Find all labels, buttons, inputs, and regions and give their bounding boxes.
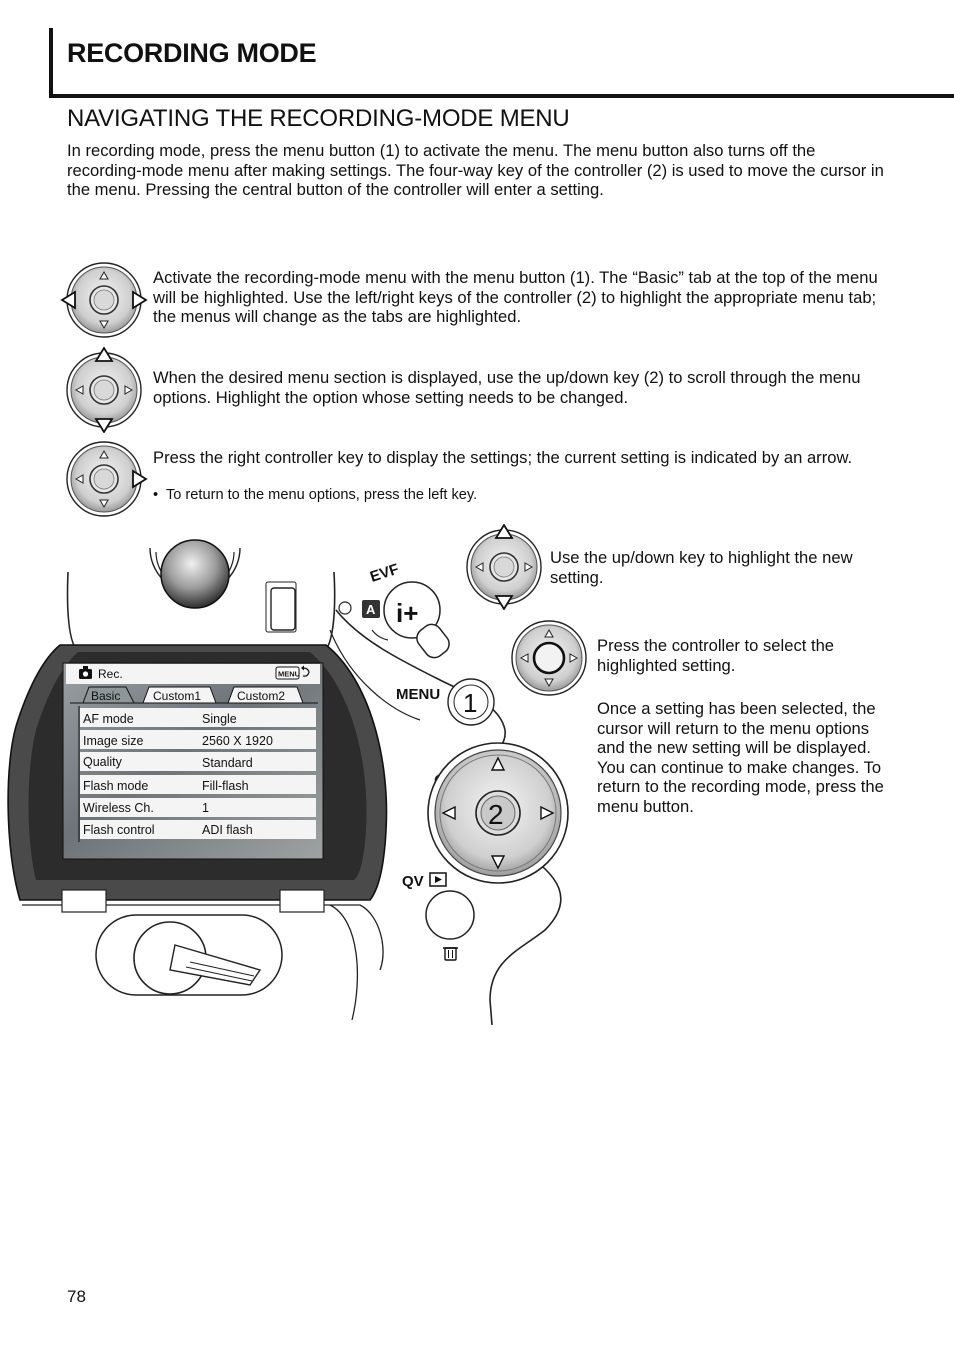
menu-value-image-size: 2560 X 1920	[202, 734, 273, 748]
controller-right-icon	[60, 438, 150, 520]
menu-option-wireless-ch: Wireless Ch.	[83, 801, 154, 815]
controller-number: 2	[488, 799, 504, 830]
section-subtitle: NAVIGATING THE RECORDING-MODE MENU	[67, 105, 570, 132]
mode-dial[interactable]	[339, 561, 453, 662]
header-rule-horizontal	[49, 94, 954, 98]
menu-row-wireless-ch[interactable]	[80, 798, 316, 817]
eye-sensor	[271, 588, 295, 630]
menu-row-flash-control[interactable]	[80, 820, 316, 839]
menu-row-af-mode[interactable]	[80, 708, 316, 727]
controller-left-right-icon	[60, 260, 150, 340]
trash-icon	[443, 948, 458, 960]
menu-row-image-size[interactable]	[80, 730, 316, 749]
menu-option-image-size: Image size	[83, 734, 144, 748]
page-title: RECORDING MODE	[67, 38, 317, 68]
playback-icon	[430, 873, 446, 886]
page-number: 78	[67, 1287, 86, 1306]
qv-button-label: QV	[402, 873, 424, 890]
tab-custom2-label: Custom2	[237, 689, 286, 703]
menu-button[interactable]	[448, 679, 494, 725]
dial-info-label: i+	[396, 598, 419, 628]
menu-value-quality: Standard	[202, 756, 253, 770]
step-5-text: Press the controller to select the highlighted setting.	[597, 636, 835, 675]
lcd-title: Rec.	[98, 667, 123, 681]
menu-button-label: MENU	[396, 686, 441, 703]
step-3-bullet: • To return to the menu options, press the left key.	[153, 487, 478, 503]
step-2-text: When the desired menu section is displayed, use the up/down key (2) to scroll through the menu options. Highlight the option whose setting needs to be changed.	[153, 368, 861, 407]
menu-button-number: 1	[463, 688, 478, 718]
eyecup-lens	[150, 540, 240, 608]
menu-option-quality: Quality	[83, 755, 122, 769]
header-rule-vertical	[49, 28, 53, 98]
controller-up-down-icon	[60, 347, 150, 433]
menu-value-af-mode: Single	[202, 712, 237, 726]
step-5-detail-text: Once a setting has been selected, the cursor will return to the menu options and the new setting will be displayed. You can continue to make changes. To return to the recording mode, press the menu button.	[597, 699, 884, 816]
lcd-tabs	[70, 687, 318, 703]
intro-paragraph: In recording mode, press the menu button (1) to activate the menu. The menu button also turns off the recording-mode menu after making settings. The four-way key of the controller (2) is used to move the cursor in the menu. Pressing the central button of the controller will enter a setting.	[67, 141, 884, 199]
camera-back-illustration	[0, 530, 600, 1025]
step-3-text: Press the right controller key to display the settings; the current setting is indicated by an arrow.	[153, 448, 853, 467]
step-1-text: Activate the recording-mode menu with the menu button (1). The “Basic” tab at the top of the menu will be highlighted. Use the left/right keys of the controller (2) to highlight the appropriate menu tab; the menus will change as the tabs are highlighted.	[153, 268, 878, 326]
menu-row-quality[interactable]	[80, 752, 316, 771]
tab-custom1-label: Custom1	[153, 689, 202, 703]
menu-value-wireless-ch: 1	[202, 801, 209, 815]
tab-basic-label: Basic	[91, 689, 121, 703]
qv-button[interactable]	[426, 891, 474, 939]
menu-value-flash-mode: Fill-flash	[202, 779, 249, 793]
step-4-text: Use the up/down key to highlight the new setting.	[550, 548, 853, 587]
menu-option-flash-mode: Flash mode	[83, 779, 149, 793]
menu-option-flash-control: Flash control	[83, 823, 155, 837]
menu-value-flash-control: ADI flash	[202, 823, 253, 837]
main-controller[interactable]	[428, 743, 568, 883]
menu-option-af-mode: AF mode	[83, 712, 134, 726]
step-3-bullet-text: To return to the menu options, press the left key.	[165, 487, 478, 503]
strap-lug	[96, 915, 282, 995]
dial-evf-label: EVF	[367, 560, 401, 586]
menu-return-glyph: MENU	[278, 669, 301, 679]
menu-row-flash-mode[interactable]	[80, 775, 316, 794]
dial-auto-label: A	[366, 602, 376, 617]
